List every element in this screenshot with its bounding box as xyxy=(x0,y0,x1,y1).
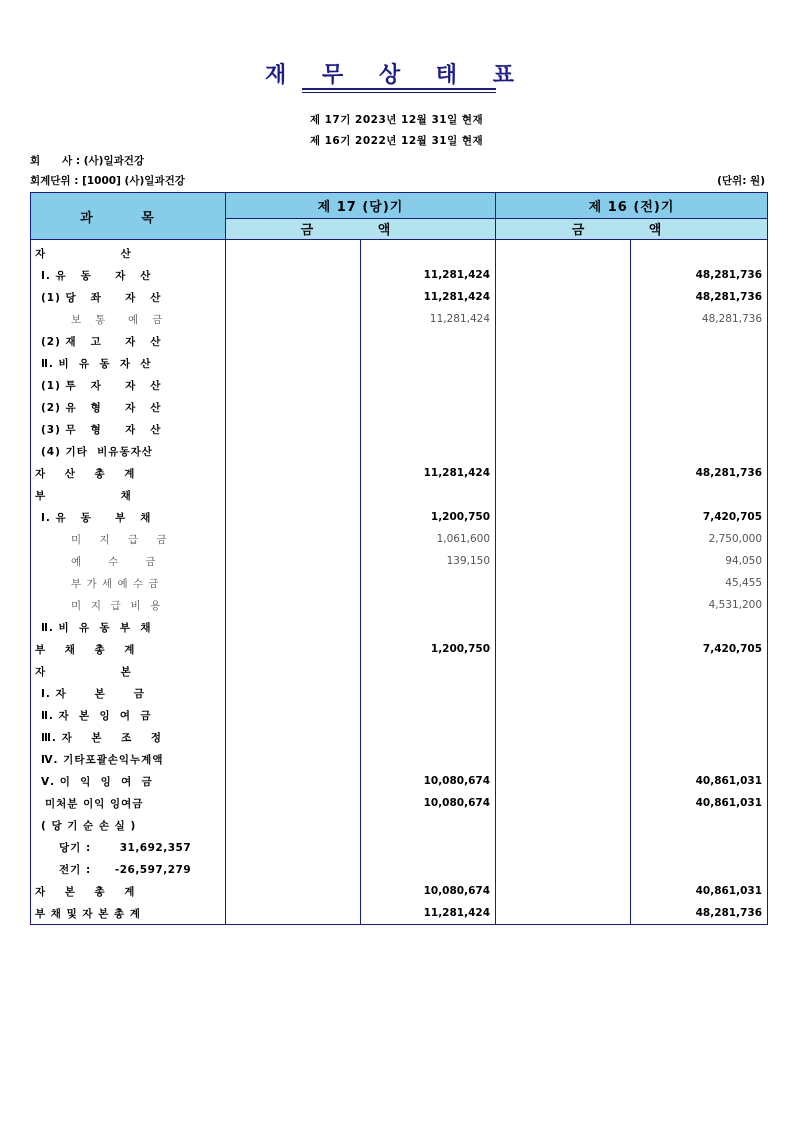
current-amount xyxy=(361,682,496,704)
prior-sub-amount xyxy=(496,682,631,704)
prior-amount xyxy=(631,748,768,770)
current-amount xyxy=(361,418,496,440)
prior-amount xyxy=(631,682,768,704)
prior-sub-amount xyxy=(496,902,631,925)
row-label: (4) 기타 비유동자산 xyxy=(31,440,226,462)
current-amount xyxy=(361,858,496,880)
current-amount xyxy=(361,748,496,770)
row-label: 자 산 xyxy=(31,240,226,265)
current-amount xyxy=(361,594,496,616)
prior-amount xyxy=(631,704,768,726)
current-amount xyxy=(361,660,496,682)
prior-amount: 40,861,031 xyxy=(631,792,768,814)
table-row xyxy=(31,264,768,286)
prior-amount: 2,750,000 xyxy=(631,528,768,550)
table-row xyxy=(31,484,768,506)
prior-sub-amount xyxy=(496,240,631,265)
table-row xyxy=(31,506,768,528)
current-sub-amount xyxy=(226,858,361,880)
prior-sub-amount xyxy=(496,638,631,660)
current-amount: 10,080,674 xyxy=(361,770,496,792)
prior-sub-amount xyxy=(496,506,631,528)
current-sub-amount xyxy=(226,308,361,330)
table-row xyxy=(31,792,768,814)
current-sub-amount xyxy=(226,550,361,572)
balance-sheet-body xyxy=(31,240,768,925)
current-sub-amount xyxy=(226,374,361,396)
prior-amount xyxy=(631,330,768,352)
table-row xyxy=(31,616,768,638)
prior-amount xyxy=(631,814,768,836)
row-label: 보 통 예 금 xyxy=(31,308,226,330)
prior-amount xyxy=(631,726,768,748)
prior-sub-amount xyxy=(496,264,631,286)
row-label: (1) 당 좌 자 산 xyxy=(31,286,226,308)
period-current: 제 17기 2023년 12월 31일 현재 xyxy=(309,114,484,126)
current-sub-amount xyxy=(226,572,361,594)
row-label: 자 본 xyxy=(31,660,226,682)
current-amount: 1,061,600 xyxy=(361,528,496,550)
row-label: Ⅰ. 자 본 금 xyxy=(31,682,226,704)
current-amount: 1,200,750 xyxy=(361,506,496,528)
prior-amount: 7,420,705 xyxy=(631,506,768,528)
prior-sub-amount xyxy=(496,858,631,880)
row-label: (2) 재 고 자 산 xyxy=(31,330,226,352)
row-label: 부 가 세 예 수 금 xyxy=(31,572,226,594)
prior-sub-amount xyxy=(496,374,631,396)
prior-amount xyxy=(631,396,768,418)
prior-sub-amount xyxy=(496,880,631,902)
current-amount xyxy=(361,484,496,506)
current-sub-amount xyxy=(226,660,361,682)
period-prior: 제 16기 2022년 12월 31일 현재 xyxy=(309,135,484,147)
prior-amount: 48,281,736 xyxy=(631,286,768,308)
current-sub-amount xyxy=(226,264,361,286)
current-sub-amount xyxy=(226,418,361,440)
current-amount xyxy=(361,836,496,858)
current-sub-amount xyxy=(226,836,361,858)
prior-amount: 40,861,031 xyxy=(631,880,768,902)
prior-amount: 48,281,736 xyxy=(631,264,768,286)
prior-amount xyxy=(631,858,768,880)
current-sub-amount xyxy=(226,330,361,352)
current-sub-amount xyxy=(226,286,361,308)
row-label xyxy=(31,836,226,858)
row-label: 예 수 금 xyxy=(31,550,226,572)
table-row xyxy=(31,748,768,770)
row-label: 부 채 및 자 본 총 계 xyxy=(31,902,226,925)
table-row xyxy=(31,902,768,925)
prior-sub-amount xyxy=(496,418,631,440)
balance-sheet-table xyxy=(30,192,768,925)
row-label: 자 산 총 계 xyxy=(31,462,226,484)
current-amount xyxy=(361,572,496,594)
prior-amount: 48,281,736 xyxy=(631,902,768,925)
row-label: Ⅰ. 유 동 자 산 xyxy=(31,264,226,286)
header-current-amount: 금 액 xyxy=(226,218,496,239)
prior-sub-amount xyxy=(496,792,631,814)
table-row xyxy=(31,396,768,418)
company-label: 회 사 : (사)일과건강 xyxy=(30,155,145,167)
current-amount xyxy=(361,814,496,836)
table-row xyxy=(31,308,768,330)
table-row xyxy=(31,330,768,352)
prior-amount xyxy=(631,418,768,440)
current-amount: 139,150 xyxy=(361,550,496,572)
current-sub-amount xyxy=(226,726,361,748)
prior-sub-amount xyxy=(496,550,631,572)
current-amount xyxy=(361,440,496,462)
prior-amount: 40,861,031 xyxy=(631,770,768,792)
prior-sub-amount xyxy=(496,836,631,858)
prior-sub-amount xyxy=(496,814,631,836)
table-row xyxy=(31,858,768,880)
row-label-text: 전기 : xyxy=(59,863,92,876)
row-label: 부 채 xyxy=(31,484,226,506)
current-sub-amount xyxy=(226,682,361,704)
prior-amount: 48,281,736 xyxy=(631,308,768,330)
title-underline-thin xyxy=(302,92,496,93)
prior-sub-amount xyxy=(496,440,631,462)
current-amount xyxy=(361,396,496,418)
table-row xyxy=(31,528,768,550)
current-amount: 10,080,674 xyxy=(361,792,496,814)
current-sub-amount xyxy=(226,748,361,770)
row-label-text: 당기 : xyxy=(59,841,92,854)
current-amount: 11,281,424 xyxy=(361,462,496,484)
prior-amount xyxy=(631,440,768,462)
prior-amount xyxy=(631,616,768,638)
row-label: Ⅱ. 비 유 동 자 산 xyxy=(31,352,226,374)
row-label: 자 본 총 계 xyxy=(31,880,226,902)
current-sub-amount xyxy=(226,528,361,550)
prior-sub-amount xyxy=(496,748,631,770)
prior-amount xyxy=(631,660,768,682)
current-amount xyxy=(361,352,496,374)
current-sub-amount xyxy=(226,792,361,814)
prior-sub-amount xyxy=(496,726,631,748)
prior-sub-amount xyxy=(496,330,631,352)
table-row xyxy=(31,836,768,858)
header-prior-amount: 금 액 xyxy=(496,218,768,239)
current-amount: 11,281,424 xyxy=(361,308,496,330)
table-row xyxy=(31,550,768,572)
header-current-period: 제 17 (당)기 xyxy=(226,193,496,219)
current-amount xyxy=(361,240,496,265)
prior-amount xyxy=(631,240,768,265)
prior-sub-amount xyxy=(496,704,631,726)
row-label: Ⅲ. 자 본 조 정 xyxy=(31,726,226,748)
prior-sub-amount xyxy=(496,352,631,374)
row-label: Ⅴ. 이 익 잉 여 금 xyxy=(31,770,226,792)
current-sub-amount xyxy=(226,352,361,374)
current-sub-amount xyxy=(226,484,361,506)
current-amount xyxy=(361,330,496,352)
row-label: 부 채 총 계 xyxy=(31,638,226,660)
current-sub-amount xyxy=(226,616,361,638)
table-row xyxy=(31,704,768,726)
table-row xyxy=(31,726,768,748)
row-label: Ⅰ. 유 동 부 채 xyxy=(31,506,226,528)
table-row xyxy=(31,352,768,374)
current-sub-amount xyxy=(226,594,361,616)
table-row xyxy=(31,814,768,836)
row-label: ( 당 기 순 손 실 ) xyxy=(31,814,226,836)
current-sub-amount xyxy=(226,814,361,836)
currency-unit-label: (단위: 원) xyxy=(717,175,765,187)
prior-sub-amount xyxy=(496,396,631,418)
current-sub-amount xyxy=(226,240,361,265)
prior-amount: 7,420,705 xyxy=(631,638,768,660)
prior-sub-amount xyxy=(496,286,631,308)
table-row xyxy=(31,594,768,616)
prior-amount xyxy=(631,352,768,374)
row-label: 미처분 이익 잉여금 xyxy=(31,792,226,814)
prior-amount xyxy=(631,374,768,396)
accounting-unit-label: 회계단위 : [1000] (사)일과건강 xyxy=(30,175,185,187)
row-label: (3) 무 형 자 산 xyxy=(31,418,226,440)
table-row xyxy=(31,286,768,308)
prior-sub-amount xyxy=(496,770,631,792)
prior-amount: 48,281,736 xyxy=(631,462,768,484)
prior-amount xyxy=(631,836,768,858)
current-amount xyxy=(361,704,496,726)
current-amount xyxy=(361,726,496,748)
prior-amount: 45,455 xyxy=(631,572,768,594)
prior-amount: 94,050 xyxy=(631,550,768,572)
table-row xyxy=(31,880,768,902)
table-row xyxy=(31,682,768,704)
table-row xyxy=(31,660,768,682)
row-label: Ⅱ. 자 본 잉 여 금 xyxy=(31,704,226,726)
current-sub-amount xyxy=(226,506,361,528)
current-sub-amount xyxy=(226,704,361,726)
row-label: (1) 투 자 자 산 xyxy=(31,374,226,396)
current-sub-amount xyxy=(226,902,361,925)
row-label: 미 지 급 비 용 xyxy=(31,594,226,616)
prior-sub-amount xyxy=(496,572,631,594)
current-amount: 11,281,424 xyxy=(361,902,496,925)
document-title: 재 무 상 태 표 xyxy=(265,63,528,88)
current-amount: 11,281,424 xyxy=(361,286,496,308)
current-amount xyxy=(361,616,496,638)
header-subject: 과 목 xyxy=(31,193,226,240)
current-amount: 10,080,674 xyxy=(361,880,496,902)
row-label xyxy=(31,858,226,880)
prior-sub-amount xyxy=(496,308,631,330)
prior-sub-amount xyxy=(496,616,631,638)
prior-sub-amount xyxy=(496,528,631,550)
row-label: Ⅱ. 비 유 동 부 채 xyxy=(31,616,226,638)
current-sub-amount xyxy=(226,638,361,660)
table-row xyxy=(31,572,768,594)
row-label: Ⅳ. 기타포괄손익누계액 xyxy=(31,748,226,770)
row-label: (2) 유 형 자 산 xyxy=(31,396,226,418)
prior-sub-amount xyxy=(496,660,631,682)
net-income-value: 31,692,357 xyxy=(119,841,192,854)
table-row xyxy=(31,462,768,484)
current-sub-amount xyxy=(226,440,361,462)
prior-sub-amount xyxy=(496,484,631,506)
header-prior-period: 제 16 (전)기 xyxy=(496,193,768,219)
table-row xyxy=(31,440,768,462)
current-amount xyxy=(361,374,496,396)
table-row xyxy=(31,374,768,396)
current-sub-amount xyxy=(226,396,361,418)
current-amount: 1,200,750 xyxy=(361,638,496,660)
prior-sub-amount xyxy=(496,462,631,484)
prior-sub-amount xyxy=(496,594,631,616)
prior-amount xyxy=(631,484,768,506)
table-row xyxy=(31,638,768,660)
current-amount: 11,281,424 xyxy=(361,264,496,286)
table-row xyxy=(31,770,768,792)
table-row xyxy=(31,418,768,440)
net-income-value: -26,597,279 xyxy=(114,863,192,876)
prior-amount: 4,531,200 xyxy=(631,594,768,616)
title-underline xyxy=(302,88,496,90)
current-sub-amount xyxy=(226,462,361,484)
row-label: 미 지 급 금 xyxy=(31,528,226,550)
current-sub-amount xyxy=(226,770,361,792)
current-sub-amount xyxy=(226,880,361,902)
table-row xyxy=(31,240,768,265)
